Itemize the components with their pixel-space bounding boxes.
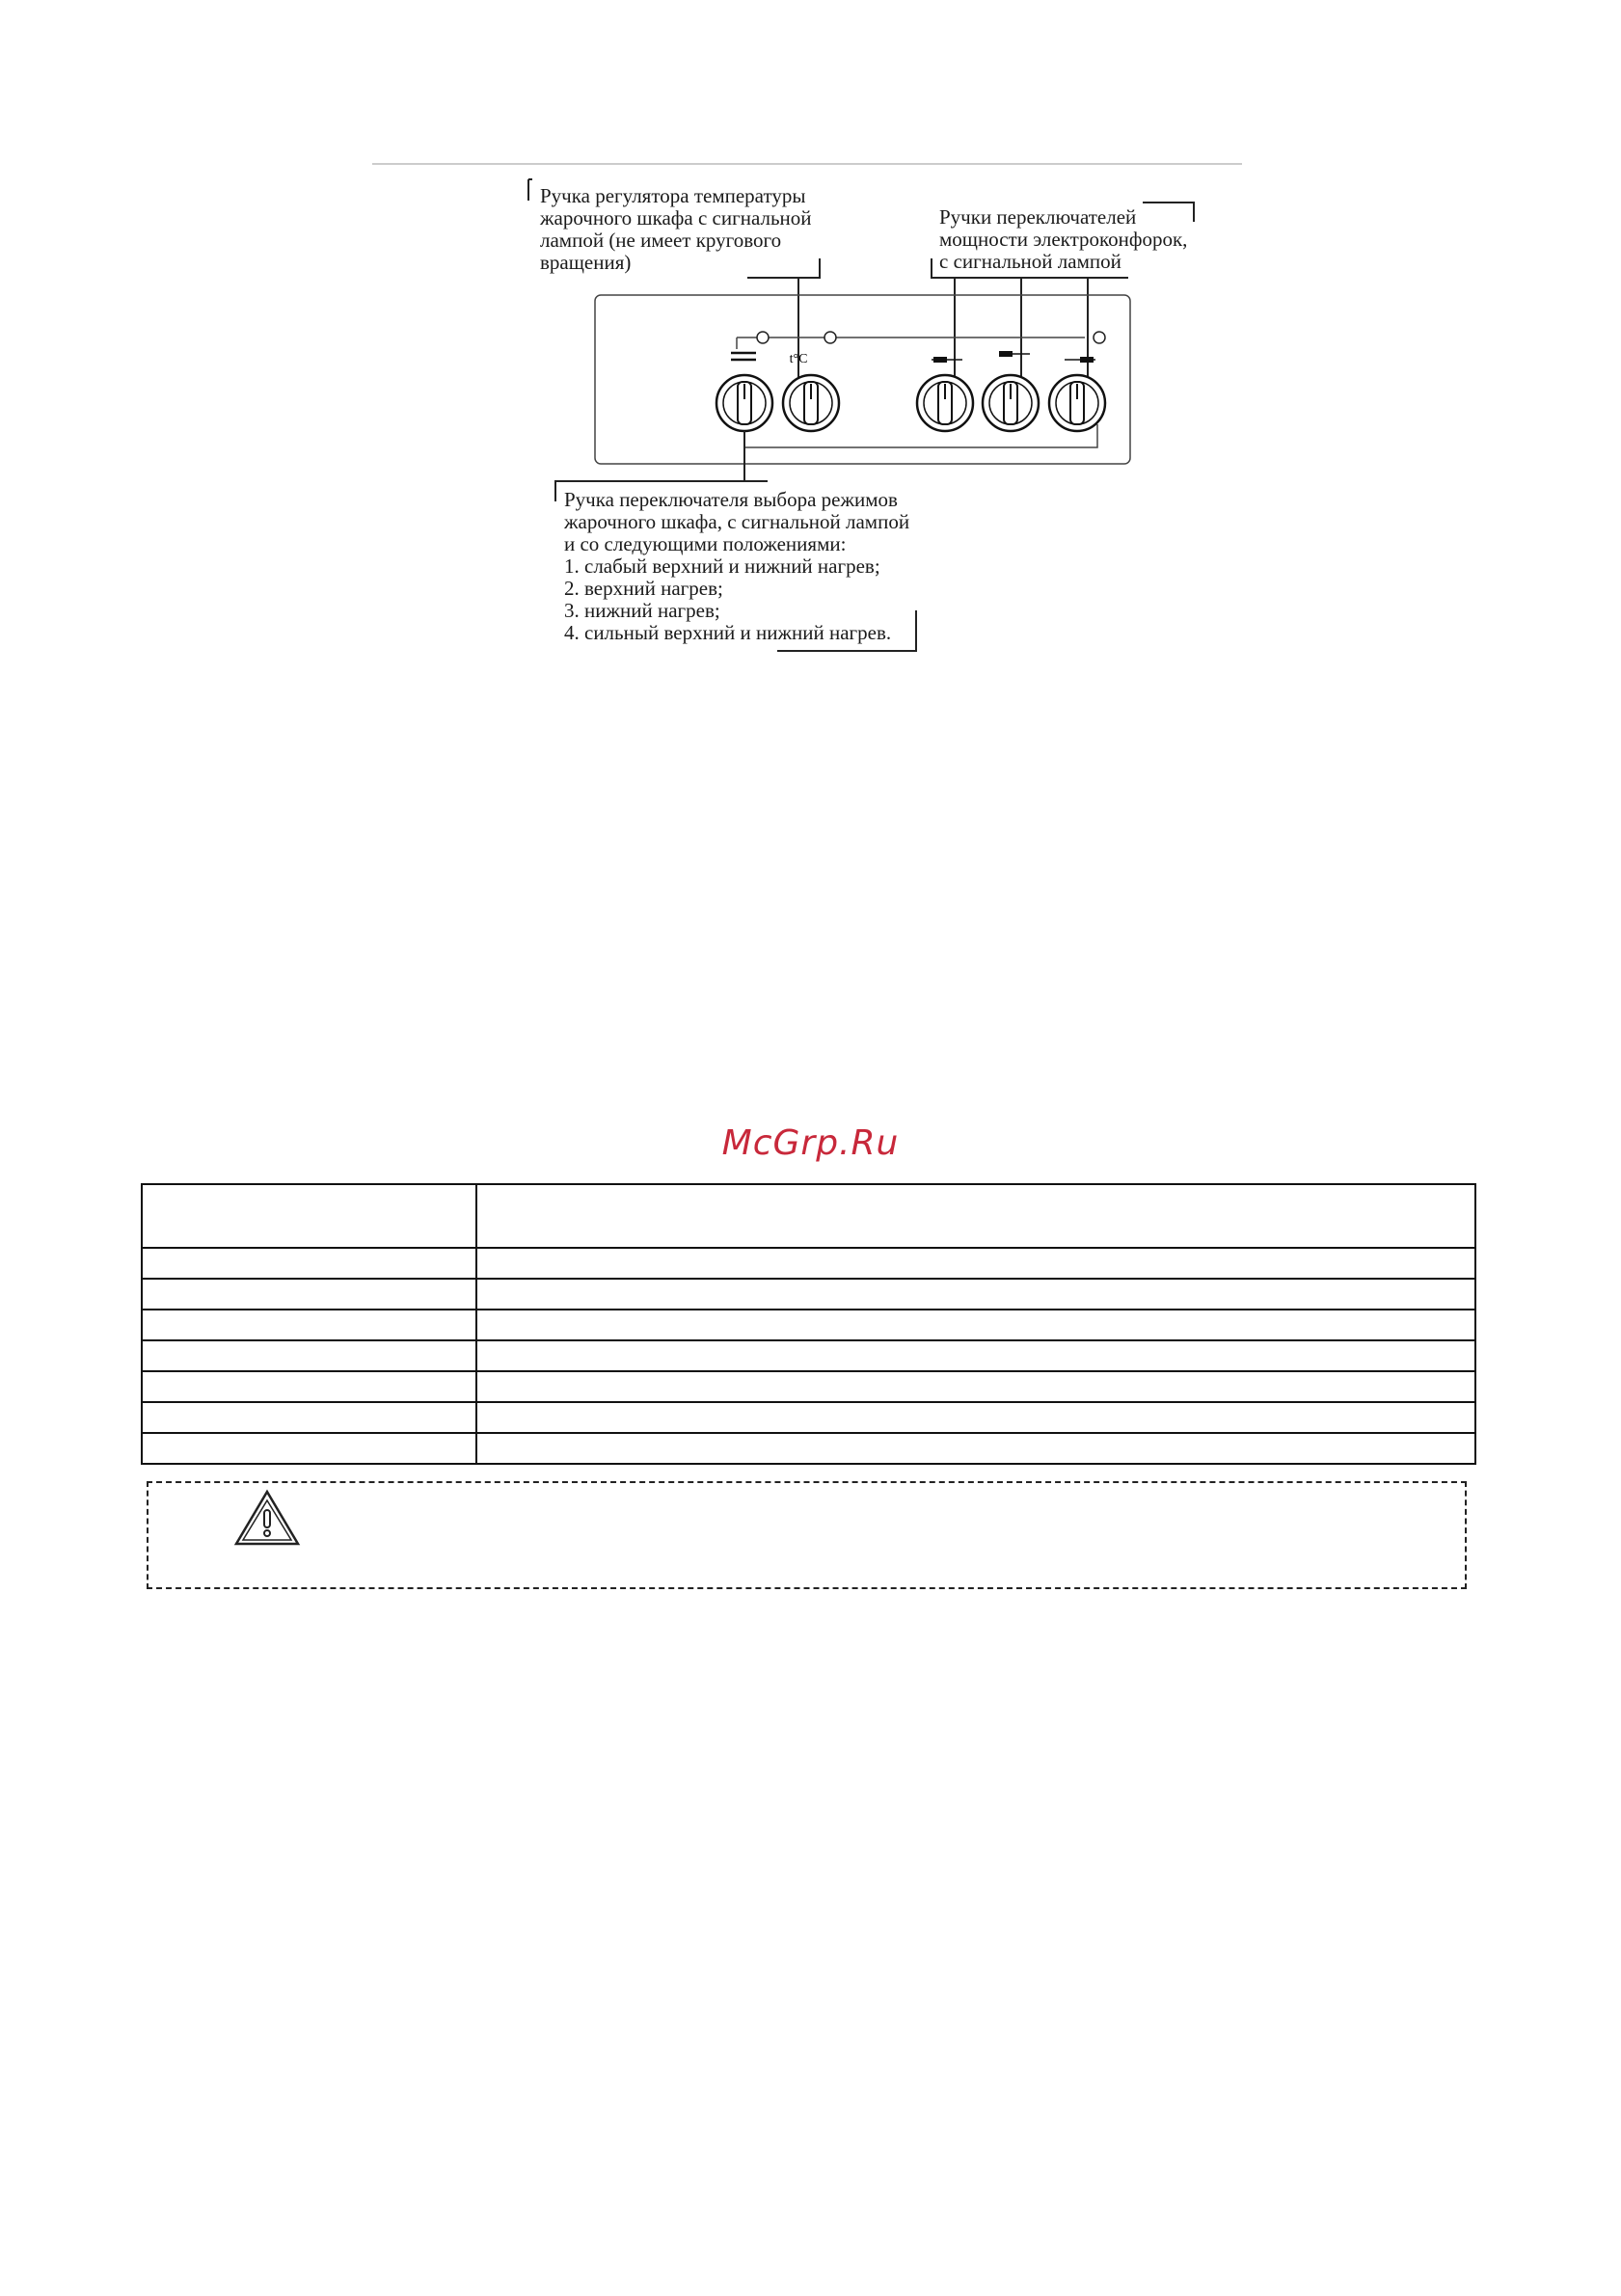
- temperature-knob: [783, 375, 839, 431]
- table-cell: [142, 1371, 476, 1402]
- callout-line: Ручки переключателей: [939, 205, 1137, 229]
- table-cell: [142, 1433, 476, 1464]
- hotplate-knob: [1049, 375, 1105, 431]
- signal-lamp: [757, 332, 769, 343]
- table-row: [142, 1402, 1475, 1433]
- table-cell: [142, 1184, 476, 1248]
- callout-line: и со следующими положениями:: [564, 532, 847, 555]
- callout-line: вращения): [540, 251, 632, 274]
- table-cell: [476, 1248, 1475, 1279]
- callout-line: жарочного шкафа с сигнальной: [540, 206, 812, 230]
- table-row: [142, 1371, 1475, 1402]
- table-cell: [142, 1310, 476, 1340]
- temperature-symbol: t°C: [789, 352, 808, 366]
- callout-line: Ручка переключателя выбора режимов: [564, 488, 898, 511]
- callout-line: жарочного шкафа, с сигнальной лампой: [564, 510, 910, 533]
- table-cell: [142, 1248, 476, 1279]
- table-row: [142, 1340, 1475, 1371]
- table-cell: [142, 1340, 476, 1371]
- callout-line: 4. сильный верхний и нижний нагрев.: [564, 621, 892, 644]
- table-cell: [142, 1402, 476, 1433]
- signal-lamp: [1094, 332, 1105, 343]
- watermark: McGrp.Ru: [721, 1123, 900, 1163]
- callout-line: Ручка регулятора температуры: [540, 184, 806, 207]
- table-cell: [476, 1371, 1475, 1402]
- mode-symbol-icon: [731, 353, 756, 360]
- table-row: [142, 1433, 1475, 1464]
- callout-line: 2. верхний нагрев;: [564, 577, 723, 600]
- table-row: [142, 1310, 1475, 1340]
- hotplate-knob: [983, 375, 1039, 431]
- table-cell: [476, 1184, 1475, 1248]
- callout-temperature-knob: [539, 184, 817, 274]
- table-cell: [142, 1279, 476, 1310]
- hotplate-symbol-icon: [932, 357, 962, 363]
- spec-table: [141, 1183, 1476, 1465]
- table-header-row: [142, 1184, 1475, 1248]
- hotplate-symbol-icon: [999, 351, 1030, 357]
- hotplate-symbol-icon: [1065, 357, 1095, 363]
- warning-triangle-icon: [233, 1489, 301, 1547]
- callout-line: лампой (не имеет кругового: [540, 229, 782, 252]
- table-cell: [476, 1402, 1475, 1433]
- signal-lamp: [824, 332, 836, 343]
- control-panel-diagram: [0, 0, 1621, 675]
- hotplate-knob: [917, 375, 973, 431]
- callout-hotplate-knobs: [939, 205, 1193, 273]
- callout-line: мощности электроконфорок,: [939, 228, 1188, 251]
- table-row: [142, 1248, 1475, 1279]
- table-row: [142, 1279, 1475, 1310]
- table-cell: [476, 1310, 1475, 1340]
- warning-box: [147, 1481, 1467, 1589]
- mode-selector-knob: [716, 375, 772, 431]
- callout-mode-knob: [563, 488, 914, 644]
- table-cell: [476, 1279, 1475, 1310]
- callout-line: 3. нижний нагрев;: [564, 599, 720, 622]
- table-cell: [476, 1433, 1475, 1464]
- callout-line: 1. слабый верхний и нижний нагрев;: [564, 554, 880, 578]
- table-cell: [476, 1340, 1475, 1371]
- control-panel: [595, 295, 1130, 464]
- callout-line: с сигнальной лампой: [939, 250, 1121, 273]
